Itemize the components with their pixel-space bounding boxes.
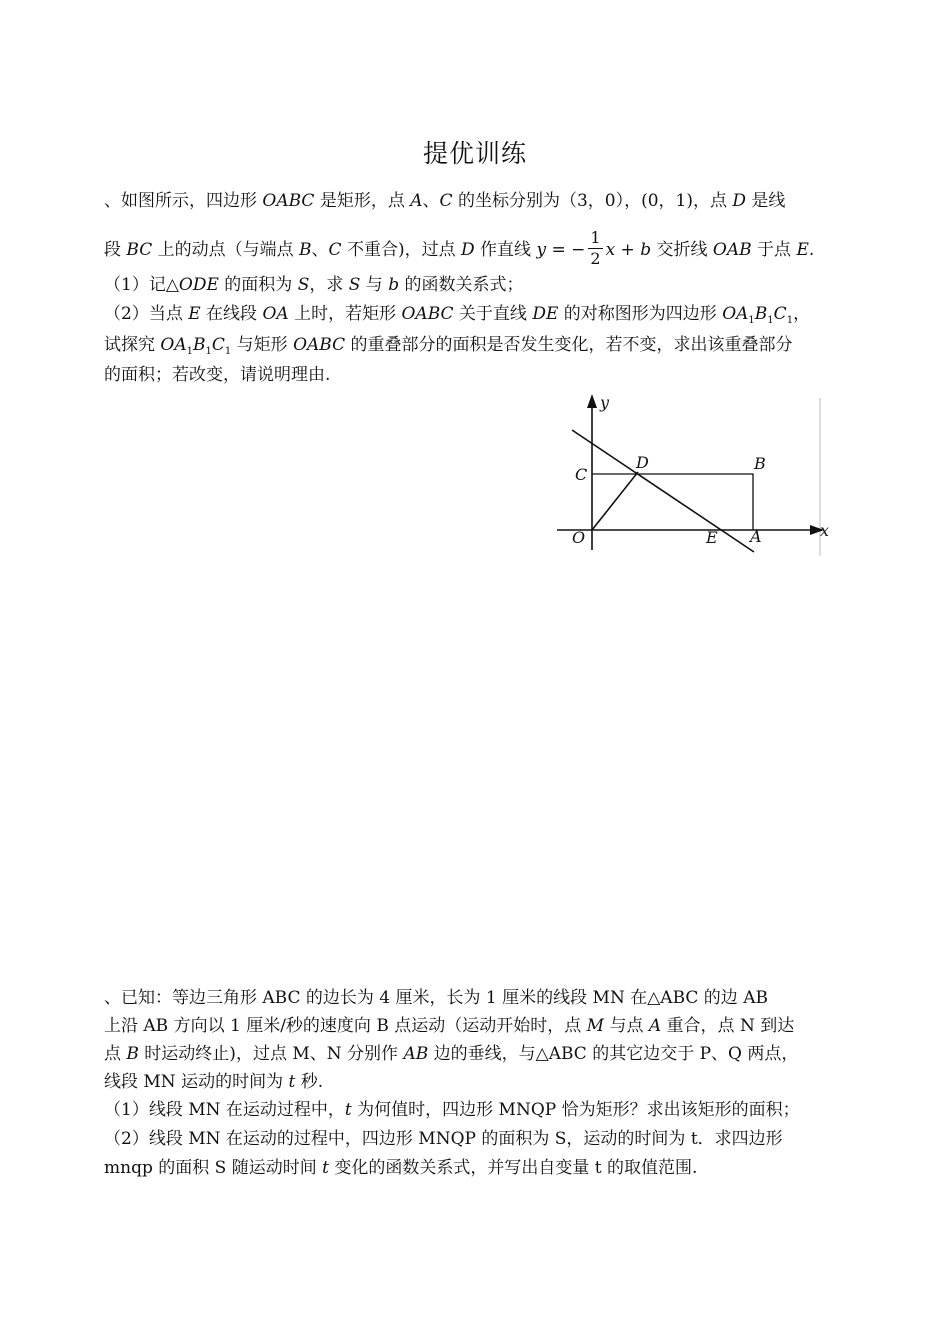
text: 上的动点（与端点: [152, 240, 300, 260]
text: （2）当点: [104, 304, 189, 324]
text: 于点: [751, 240, 797, 260]
text: 试探究: [104, 335, 161, 355]
label-a: A: [750, 527, 762, 546]
math: C: [773, 304, 787, 324]
subscript: 1: [748, 315, 755, 326]
math: OABC: [262, 191, 315, 211]
math: x: [605, 240, 616, 260]
text: 关于直线: [453, 304, 533, 324]
text: 不重合)，过点: [341, 240, 462, 260]
math: C: [211, 335, 225, 355]
text: 重合，点 N 到达: [661, 1016, 795, 1036]
problem-1-question-1: [104, 273, 524, 297]
text: 变化的函数关系式，并写出自变量 t 的取值范围.: [328, 1158, 698, 1178]
problem-2-line-3: [104, 1042, 798, 1066]
text: （1）线段 MN 在运动过程中，: [104, 1100, 345, 1120]
text: 为何值时，四边形 MNQP 恰为矩形？求出该矩形的面积；: [351, 1100, 800, 1120]
math: E: [188, 304, 201, 324]
math: S: [348, 275, 361, 295]
math: OA: [160, 335, 187, 355]
text: 、: [311, 240, 329, 260]
label-d: D: [636, 453, 649, 472]
fraction-numerator: 1: [590, 228, 601, 247]
math: AB: [403, 1044, 429, 1064]
text: 边的垂线，与△ABC 的其它边交于 P、Q 两点，: [428, 1044, 799, 1064]
text: 时运动终止)，过点 M、N 分别作: [138, 1044, 404, 1064]
problem-1-line-2: [104, 230, 814, 271]
problem-2-question-2: [104, 1127, 783, 1151]
text: 的对称图形为四边形: [558, 304, 723, 324]
math: B: [754, 304, 768, 324]
subscript: 1: [186, 346, 193, 357]
text: .: [808, 240, 815, 260]
text: 、已知：等边三角形 ABC 的边长为 4 厘米，长为 1 厘米的线段 MN 在△ABC 的边 AB: [104, 988, 768, 1008]
text: 的面积；若改变，请说明理由.: [104, 365, 331, 385]
text: （1）记△: [104, 275, 179, 295]
math: = −: [546, 240, 586, 260]
y-axis-arrow: [587, 394, 597, 408]
page-title: 提优训练: [422, 139, 527, 168]
math: OA: [722, 304, 749, 324]
math: t: [344, 1100, 352, 1120]
math: D: [732, 191, 747, 211]
math: OA: [262, 304, 289, 324]
text: 、: [422, 191, 440, 211]
problem-1-line-1: [104, 189, 785, 213]
text: mnqp 的面积 S 随运动时间: [104, 1158, 323, 1178]
text: 秒.: [295, 1072, 324, 1092]
math: b: [388, 275, 400, 295]
math: DE: [532, 304, 559, 324]
text: 的面积为: [218, 275, 298, 295]
math: OABC: [401, 304, 454, 324]
text: 与矩形: [231, 335, 294, 355]
problem-2-line-2: [104, 1014, 794, 1038]
text: （2）线段 MN 在运动的过程中，四边形 MNQP 的面积为 S，运动的时间为 t．求四边形: [104, 1129, 783, 1149]
text: 上时，若矩形: [288, 304, 402, 324]
text: 的坐标分别为（3，0），(0，1)，点: [452, 191, 733, 211]
math: B: [299, 240, 312, 260]
coordinate-figure: [552, 390, 832, 560]
math: A: [410, 191, 423, 211]
text: 的重叠部分的面积是否发生变化，若不变，求出该重叠部分: [345, 335, 793, 355]
math: ODE: [178, 275, 219, 295]
subscript: 1: [224, 346, 232, 357]
math: OABC: [293, 335, 346, 355]
math: y: [536, 240, 547, 260]
text: 是矩形，点: [314, 191, 411, 211]
math: C: [328, 240, 342, 260]
text: 、如图所示，四边形: [104, 191, 263, 211]
fraction: [588, 228, 602, 269]
math: +: [615, 240, 641, 260]
subscript: 1: [205, 346, 212, 357]
label-y: y: [600, 393, 610, 412]
label-e: E: [706, 528, 718, 547]
text: 与: [360, 275, 389, 295]
subscript: 1: [767, 315, 774, 326]
subscript: 1: [786, 315, 794, 326]
text: ，: [793, 304, 811, 324]
problem-1-question-2-end: [104, 363, 330, 387]
math: D: [461, 240, 475, 260]
text: 上沿 AB 方向以 1 厘米/秒的速度向 B 点运动（运动开始时，点: [104, 1016, 587, 1036]
text: 点: [104, 1044, 127, 1064]
text: 交折线: [651, 240, 713, 260]
math: t: [322, 1158, 329, 1178]
label-b: B: [754, 454, 766, 473]
label-o: O: [572, 528, 586, 547]
problem-2-line-4: [104, 1070, 323, 1094]
text: 是线: [746, 191, 786, 211]
text: 与点: [604, 1016, 649, 1036]
math: C: [439, 191, 453, 211]
math: M: [586, 1016, 605, 1036]
math: B: [126, 1044, 139, 1064]
text: ，求: [309, 275, 349, 295]
segment-od: [592, 472, 638, 530]
rectangle-oabc: [592, 474, 753, 530]
text: 作直线: [474, 240, 537, 260]
label-c: C: [575, 465, 588, 484]
problem-2-question-1: [104, 1098, 800, 1122]
text: 在线段: [200, 304, 263, 324]
fraction-denominator: 2: [590, 249, 601, 268]
problem-2-question-2-cont: [104, 1156, 697, 1180]
math: b: [640, 240, 652, 260]
math: BC: [126, 240, 153, 260]
math: OAB: [712, 240, 752, 260]
line-de: [572, 430, 754, 552]
text: 的函数关系式；: [399, 275, 524, 295]
text: 段: [104, 240, 127, 260]
label-x: x: [820, 521, 830, 540]
text: 线段 MN 运动的时间为: [104, 1072, 289, 1092]
problem-2-line-1: [104, 986, 768, 1010]
math: B: [193, 335, 206, 355]
math: S: [297, 275, 310, 295]
math: E: [796, 240, 809, 260]
math: t: [288, 1072, 296, 1092]
problem-1-question-2: [104, 302, 810, 326]
math: A: [648, 1016, 662, 1036]
problem-1-question-2-cont: [104, 333, 793, 357]
